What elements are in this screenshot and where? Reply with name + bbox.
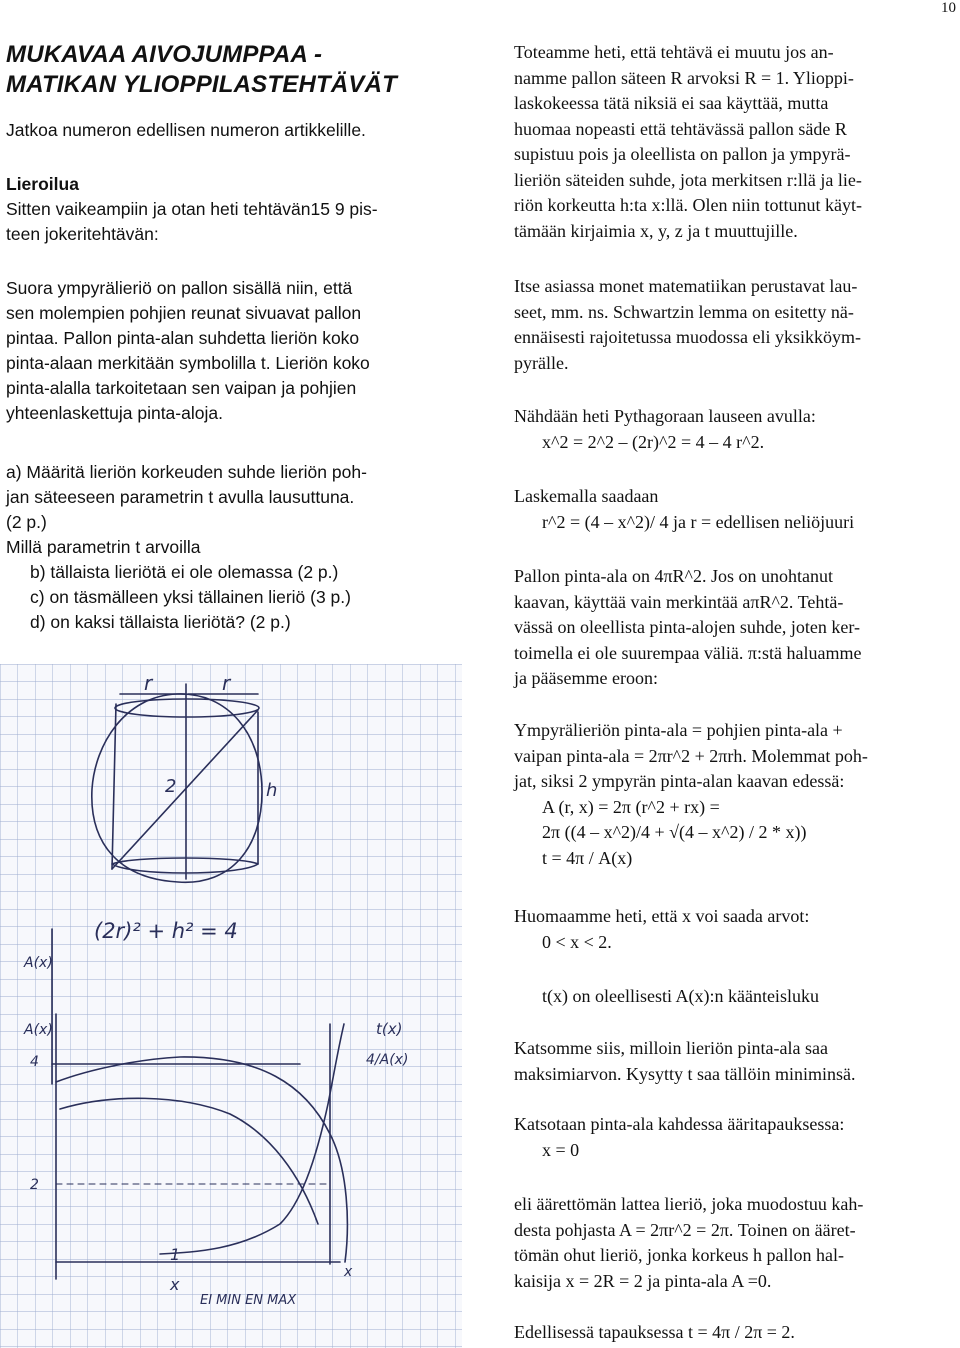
title-line-2: MATIKAN YLIOPPILASTEHTÄVÄT	[6, 71, 397, 98]
text-line: Katsomme siis, milloin lieriön pinta-ala saa	[514, 1038, 828, 1058]
right-paragraph-1	[514, 40, 954, 244]
section-intro-line-1: Sitten vaikeampiin ja otan heti tehtävän15 9 pis-	[6, 199, 378, 219]
right-paragraph-3	[514, 404, 954, 455]
problem-line: sen molempien pohjien reunat sivuavat pallon	[6, 303, 362, 323]
part-b: b) tällaista lieriötä ei ole olemassa (2 p.)	[30, 562, 339, 582]
sketch-label-min-max: EI MIN EN MAX	[200, 1293, 297, 1308]
part-a-line: (2 p.)	[6, 512, 47, 532]
right-paragraph-12: Edellisessä tapauksessa t = 4π / 2π = 2.	[514, 1322, 795, 1342]
sketch-label-h: h	[266, 780, 278, 801]
right-paragraph-7	[514, 904, 954, 955]
right-paragraph-9	[514, 1036, 954, 1087]
text-line: eli äärettömän lattea lieriö, joka muodostuu kah-	[514, 1194, 864, 1214]
text-line: toimella ei ole suurempaa väliä. π:stä haluamme	[514, 642, 862, 663]
right-paragraph-8: t(x) on oleellisesti A(x):n käänteisluku	[542, 986, 819, 1006]
sketch-label-four: 4	[30, 1054, 39, 1070]
right-paragraph-5	[514, 564, 954, 692]
parts-question: Millä parametrin t arvoilla	[6, 537, 201, 557]
sketch-label-ax-top: A(x)	[24, 955, 53, 971]
text-line: ennäisesti rajoitetussa muodossa eli yksikköym-	[514, 327, 861, 347]
sketch-label-one: 1	[170, 1245, 181, 1264]
formula-line: x = 0	[542, 1139, 580, 1160]
text-line: Laskemalla saadaan	[514, 486, 659, 506]
formula-line: 2π ((4 – x^2)/4 + √(4 – x^2) / 2 * x))	[542, 822, 807, 842]
sketch-label-x2: x	[344, 1264, 353, 1280]
text-line: supistuu pois ja oleellista on pallon ja ympyrä-	[514, 144, 851, 164]
text-line: Huomaamme heti, että x voi saada arvot:	[514, 906, 810, 926]
sketch-equation: (2r)² + h² = 4	[94, 919, 238, 943]
problem-line: pintaa. Pallon pinta-alan suhdetta lieriön koko	[6, 328, 360, 348]
text-line: jat, siksi 2 ympyrän pinta-alan kaavan edessä:	[514, 771, 845, 791]
text-line: kaavan, käyttää vain merkintää aπR^2. Tehtä-	[514, 591, 844, 612]
formula-line: x^2 = 2^2 – (2r)^2 = 4 – 4 r^2.	[542, 431, 765, 452]
section-intro	[6, 172, 464, 247]
problem-line: yhteenlaskettuja pinta-aloja.	[6, 403, 223, 423]
right-paragraph-4	[514, 484, 954, 535]
text-line: lieriön säteiden suhde, jota merkitsen r:llä ja lie-	[514, 169, 862, 190]
text-line: Pallon pinta-ala on 4πR^2. Jos on unohtanut	[514, 566, 834, 586]
right-paragraph-6	[514, 718, 954, 871]
right-paragraph-11	[514, 1192, 954, 1294]
text-line: Toteamme heti, että tehtävä ei muutu jos an-	[514, 42, 834, 62]
text-line: pyrälle.	[514, 352, 569, 373]
text-line: laskokeessa tätä niksiä ei saa käyttää, mutta	[514, 93, 829, 113]
text-line: Itse asiassa monet matematiikan perustavat lau-	[514, 276, 858, 296]
text-line: maksimiarvon. Kysytty t saa tällöin miniminsä.	[514, 1063, 856, 1084]
sketch-label-ax-mid: A(x)	[24, 1022, 53, 1038]
text-line: Katsotaan pinta-ala kahdessa ääritapauksessa:	[514, 1114, 845, 1134]
hand-sketch-figure	[0, 664, 462, 1348]
problem-line: Suora ympyrälieriö on pallon sisällä niin, että	[6, 278, 353, 298]
problem-statement	[6, 276, 464, 426]
text-line: Ympyrälieriön pinta-ala = pohjien pinta-ala +	[514, 720, 843, 740]
problem-line: pinta-alalla tarkoitetaan sen vaipan ja pohjien	[6, 378, 357, 398]
part-a-line: jan säteeseen parametrin t avulla lausuttuna.	[6, 487, 355, 507]
text-line: Nähdään heti Pythagoraan lauseen avulla:	[514, 406, 816, 426]
text-line: tömän ohut lieriö, jonka korkeus h pallon hal-	[514, 1245, 844, 1265]
text-line: tämään kirjaimia x, y, z ja t muuttujille.	[514, 220, 798, 241]
text-line: seet, mm. ns. Schwartzin lemma on esitetty nä-	[514, 301, 854, 322]
text-line: namme pallon säteen R arvoksi R = 1. Ylioppi-	[514, 67, 854, 88]
text-line: desta pohjasta A = 2πr^2 = 2π. Toinen on ääret-	[514, 1219, 856, 1240]
text-line: kaisija x = 2R = 2 ja pinta-ala A =0.	[514, 1270, 772, 1291]
section-heading: Lieroilua	[6, 174, 79, 194]
sketch-label-tx: t(x)	[376, 1020, 403, 1038]
problem-parts	[6, 460, 464, 635]
page-number: 10	[941, 0, 956, 16]
part-c: c) on täsmälleen yksi tällainen lieriö (3 p.)	[30, 587, 351, 607]
part-d: d) on kaksi tällaista lieriötä? (2 p.)	[30, 612, 291, 632]
part-a-line: a) Määritä lieriön korkeuden suhde lieriön poh-	[6, 462, 367, 482]
formula-line: A (r, x) = 2π (r^2 + rx) =	[542, 796, 720, 817]
text-line: huomaa nopeasti että tehtävässä pallon säde R	[514, 118, 847, 139]
text-line: vässä on oleellista pinta-alojen suhde, joten ker-	[514, 617, 861, 637]
formula-line: 0 < x < 2.	[542, 931, 612, 952]
text-line: ja pääsemme eroon:	[514, 668, 658, 688]
problem-line: pinta-alaan merkitään symbolilla t. Lieriön koko	[6, 353, 370, 373]
sketch-label-two: 2	[165, 776, 177, 797]
sketch-label-r-left: r	[144, 671, 153, 695]
article-title	[6, 40, 464, 100]
sketch-label-r-right: r	[222, 671, 231, 695]
right-paragraph-10	[514, 1112, 954, 1163]
formula-line: t = 4π / A(x)	[542, 847, 633, 868]
title-line-1: MUKAVAA AIVOJUMPPAA -	[6, 41, 323, 68]
text-line: vaipan pinta-ala = 2πr^2 + 2πrh. Molemmat poh-	[514, 745, 868, 766]
sketch-label-x1: x	[170, 1275, 180, 1294]
section-intro-line-2: teen jokeritehtävän:	[6, 224, 159, 244]
intro-text: Jatkoa numeron edellisen numeron artikkelille.	[6, 120, 366, 140]
right-paragraph-2	[514, 274, 954, 376]
formula-line: r^2 = (4 – x^2)/ 4 ja r = edellisen neliöjuuri	[542, 511, 855, 532]
sketch-label-four-over-a: 4/A(x)	[366, 1052, 409, 1068]
sketch-label-two-y: 2	[30, 1177, 39, 1193]
text-line: riön korkeutta h:ta x:llä. Olen niin tottunut käyt-	[514, 195, 862, 215]
